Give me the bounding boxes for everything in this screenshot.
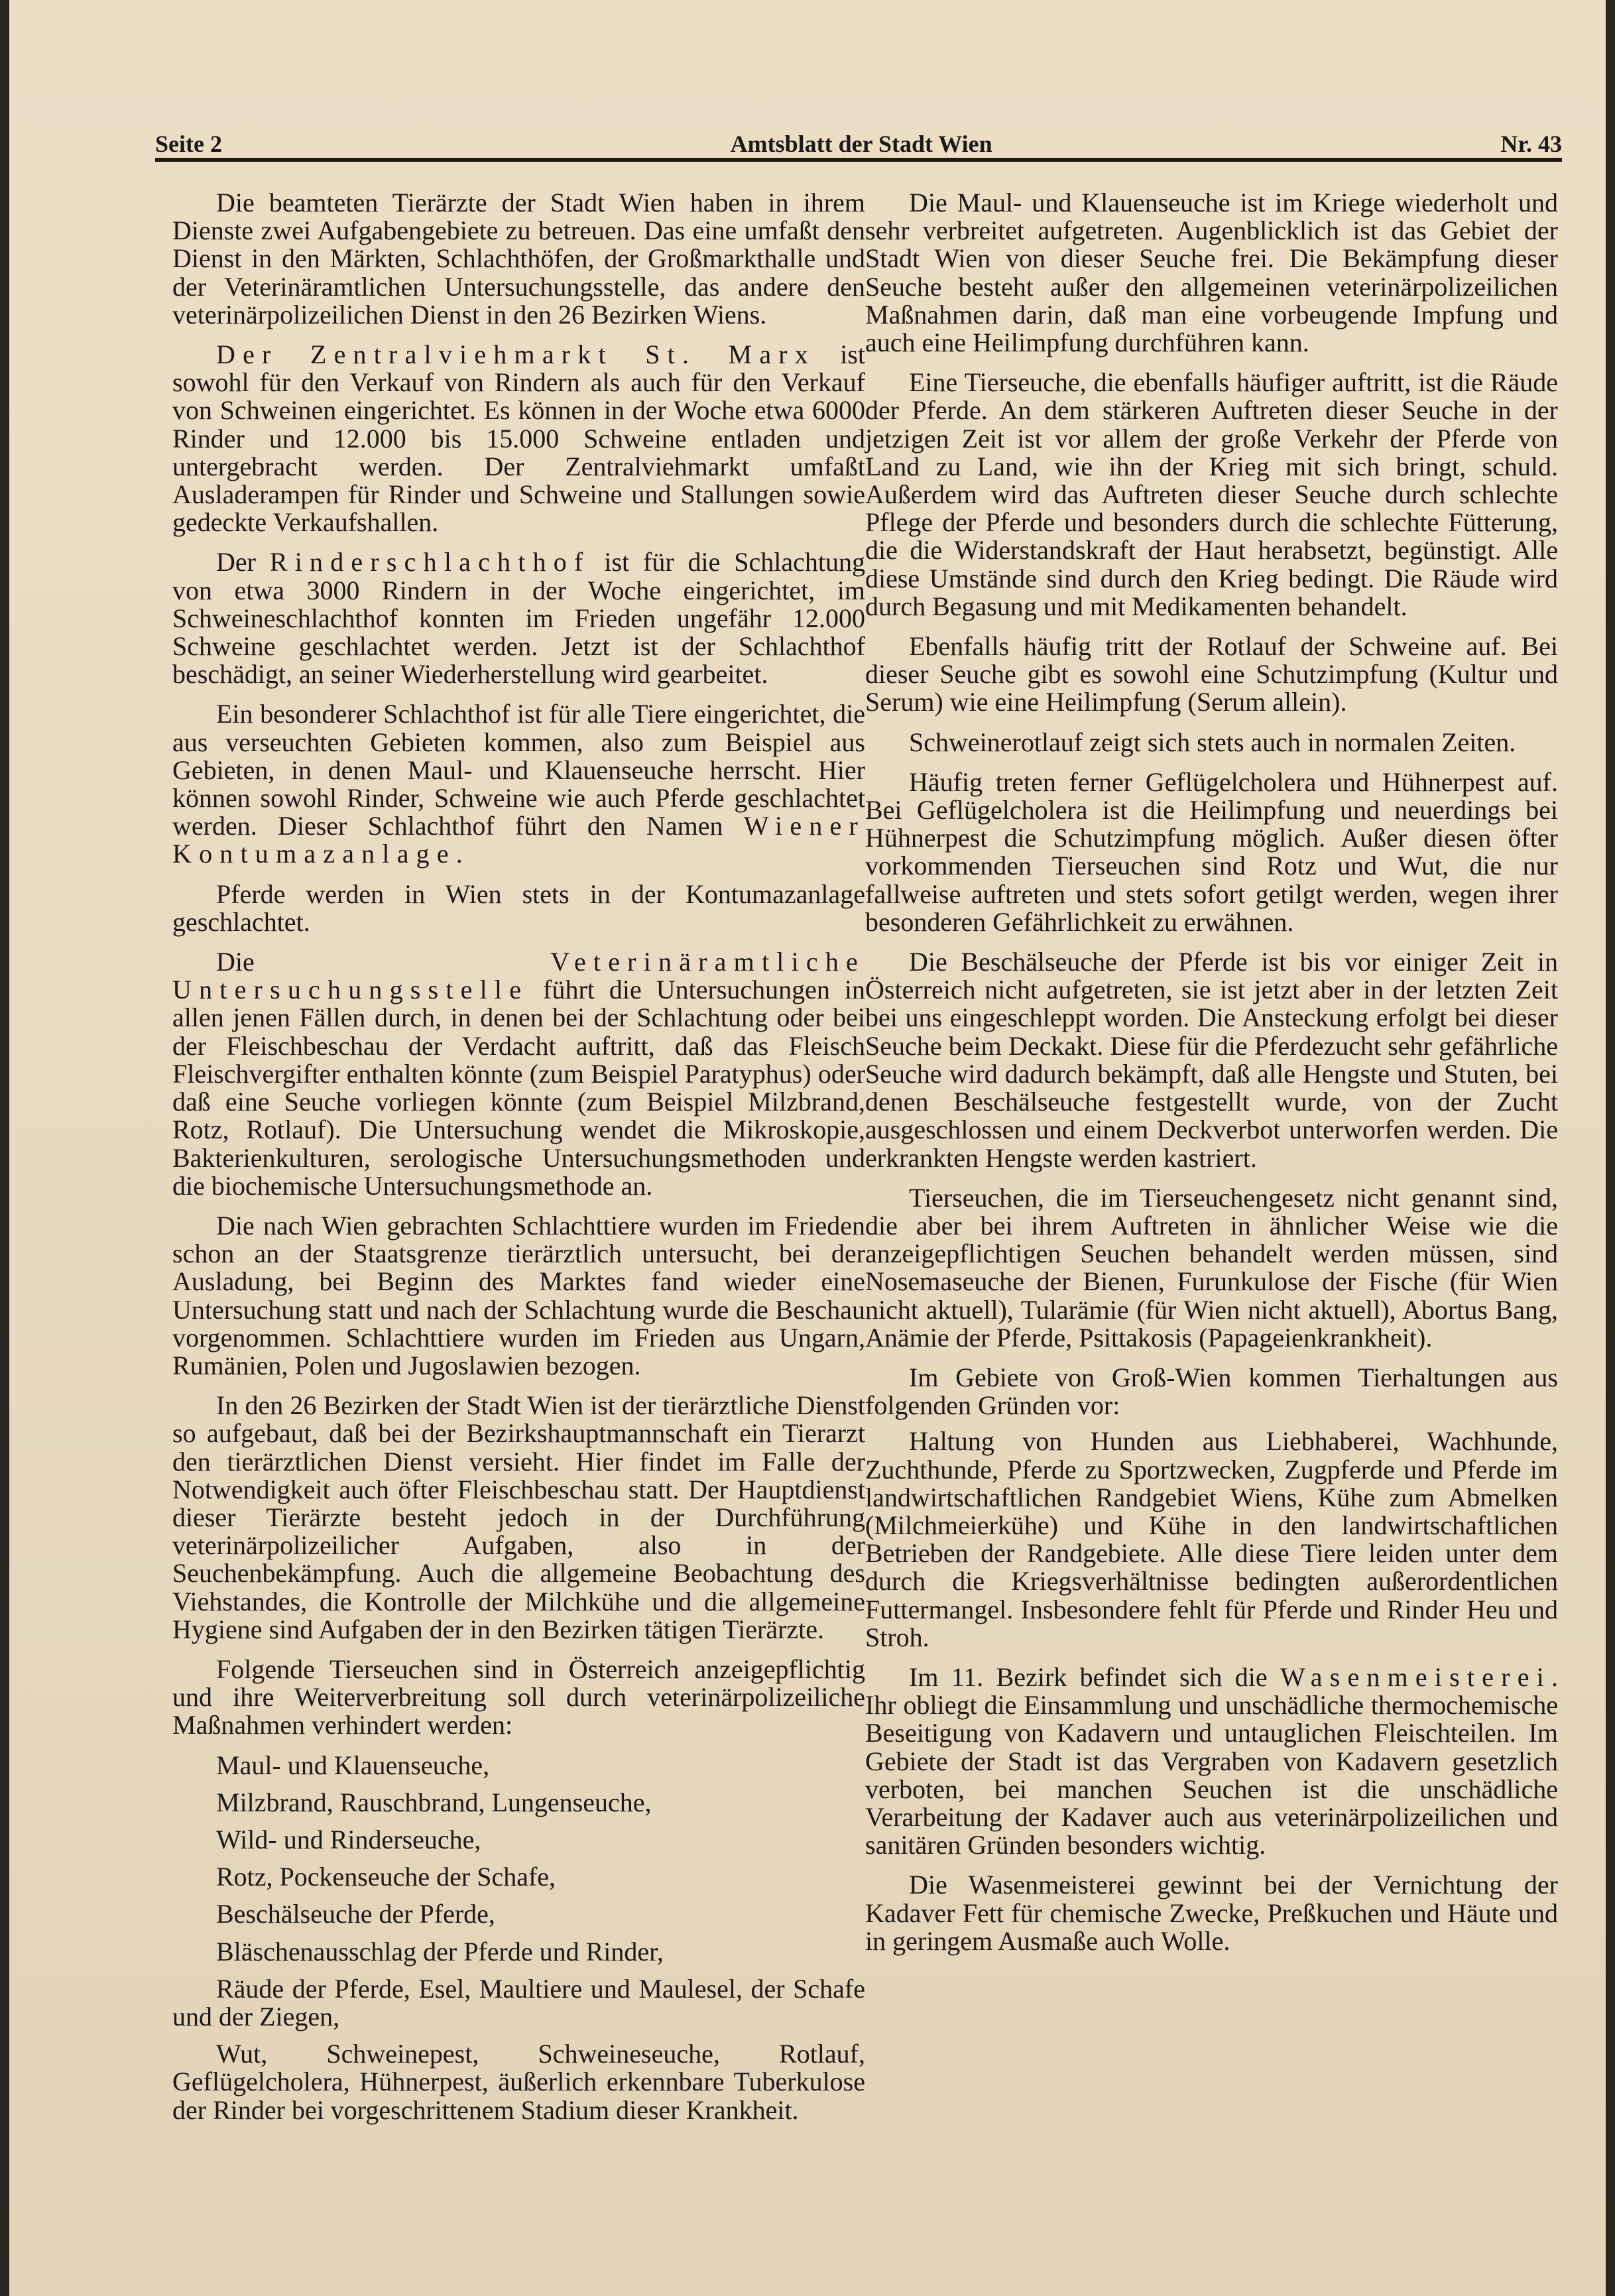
page-number: Seite 2: [155, 131, 222, 157]
list-item: Milzbrand, Rauschbrand, Lungenseuche,: [216, 1787, 652, 1817]
list-item: Wut, Schweinepest, Schweineseuche, Rotlauf, Geflügelcholera, Hühnerpest, äußerlich erkennbare Tuberkulose der Rinder bei vorgeschrittenem Stadium dieser Krankheit.: [172, 2039, 865, 2125]
page-header: [155, 123, 1562, 158]
paragraph: Pferde werden in Wien stets in der Kontumazanlage geschlachtet.: [172, 878, 865, 937]
issue-number: Nr. 43: [1500, 131, 1562, 157]
paragraph: Der Zentralviehmarkt St. Marx ist sowohl für den Verkauf von Rindern als auch für den Verkauf von Schweinen eingerichtet. Es können in der Woche etwa 6000 Rinder und 12.000 bis 15.000 Schweine entladen und untergebracht werden. Der Zentralviehmarkt umfaßt Ausladerampen für Rinder und Schweine und Stallungen sowie gedeckte Verkaufshallen.: [172, 339, 866, 538]
paragraph: Die Maul- und Klauenseuche ist im Kriege wiederholt und sehr verbreitet aufgetreten. Augenblicklich ist das Gebiet der Stadt Wien von dieser Seuche frei. Die Bekämpfung dieser Seuche besteht außer den allgemeinen veterinärpolizeilichen Maßnahmen darin, daß man eine vorbeugende Impfung und auch eine Heilimpfung durchführen kann.: [865, 188, 1558, 358]
paragraph: Die Veterinäramtliche Untersuchungsstelle führt die Untersuchungen in allen jenen Fällen durch, in denen bei der Schlachtung oder bei der Fleischbeschau der Verdacht auftritt, daß das Fleisch Fleischvergifter enthalten könnte (zum Beispiel Paratyphus) oder daß eine Seuche vorliegen könnte (zum Beispiel Milzbrand, Rotz, Rotlauf). Die Untersuchung wendet die Mikroskopie, Bakterienkulturen, serologische Untersuchungsmethoden und die biochemische Untersuchungsmethode an.: [172, 947, 865, 1201]
list-item: Wild- und Rinderseuche,: [216, 1824, 481, 1854]
list-item: Räude der Pferde, Esel, Maultiere und Maulesel, der Schafe und der Ziegen,: [172, 1973, 865, 2031]
paragraph: Tierseuchen, die im Tierseuchengesetz nicht genannt sind, die aber bei ihrem Auftreten in ähnlicher Weise wie die anzeigepflichtigen Seuchen behandelt werden müssen, sind Nosemaseuche der Bienen, Furunkulose der Fische (für Wien nicht aktuell), Tularämie (für Wien nicht aktuell), Abortus Bang, Anämie der Pferde, Psittakosis (Papageienkrankheit).: [865, 1182, 1558, 1353]
paragraph: Die Beschälseuche der Pferde ist bis vor einiger Zeit in Österreich nicht aufgetreten, sie ist jetzt aber in der letzten Zeit bei uns eingeschleppt worden. Die Ansteckung erfolgt bei dieser Seuche beim Deckakt. Diese für die Pferdezucht sehr gefährliche Seuche wird dadurch bekämpft, daß alle Hengste und Stuten, bei denen Beschälseuche festgestellt wurde, von der Zucht ausgeschlossen und einem Deckverbot unterworfen werden. Die erkrankten Hengste werden kastriert.: [865, 947, 1558, 1173]
list-item: Rotz, Pockenseuche der Schafe,: [216, 1862, 556, 1892]
paragraph: Der Rinderschlachthof ist für die Schlachtung von etwa 3000 Rindern in der Woche eingerichtet, im Schweineschlachthof konnten im Frieden ungefähr 12.000 Schweine geschlachtet werden. Jetzt ist der Schlachthof beschädigt, an seiner Wiederherstellung wird gearbeitet.: [172, 547, 865, 690]
header-rule: [155, 158, 1562, 162]
left-column: [172, 189, 865, 2134]
paragraph: Die nach Wien gebrachten Schlachttiere wurden im Frieden schon an der Staatsgrenze tierärztlich untersucht, bei der Ausladung, bei Beginn des Marktes fand wieder eine Untersuchung statt und nach der Schlachtung wurde die Beschau vorgenommen. Schlachttiere wurden im Frieden aus Ungarn, Rumänien, Polen und Jugoslawien bezogen.: [172, 1210, 865, 1380]
paragraph: Die Wasenmeisterei gewinnt bei der Vernichtung der Kadaver Fett für chemische Zwecke, Preßkuchen und Häute und in geringem Ausmaße auch Wolle.: [865, 1870, 1558, 1956]
page-edge-right: [1606, 0, 1615, 2296]
paragraph: Folgende Tierseuchen sind in Österreich anzeigepflichtig und ihre Weiterverbreitung soll durch veterinärpolizeiliche Maßnahmen verhindert werden:: [172, 1654, 865, 1740]
publication-title: Amtsblatt der Stadt Wien: [730, 131, 992, 157]
right-column: [865, 189, 1558, 1967]
spaced-term: Wiener Kontumazanlage: [172, 811, 865, 869]
paragraph: Im Gebiete von Groß-Wien kommen Tierhaltungen aus folgenden Gründen vor:: [865, 1362, 1558, 1421]
paragraph: Ein besonderer Schlachthof ist für alle Tiere eingerichtet, die aus verseuchten Gebieten kommen, also zum Beispiel aus Gebieten, in denen Maul- und Klauenseuche herrscht. Hier können sowohl Rinder, Schweine wie auch Pferde geschlachtet werden. Dieser Schlachthof führt den Namen Wiener Kontumazanlage.: [172, 699, 865, 869]
paragraph: Die beamteten Tierärzte der Stadt Wien haben in ihrem Dienste zwei Aufgabengebiete zu betreuen. Das eine umfaßt den Dienst in den Märkten, Schlachthöfen, der Großmarkthalle und der Veterinäramtlichen Untersuchungsstelle, das andere den veterinärpolizeilichen Dienst in den 26 Bezirken Wiens.: [172, 188, 865, 330]
page-edge-left: [0, 0, 9, 2296]
paragraph: Haltung von Hunden aus Liebhaberei, Wachhunde, Zuchthunde, Pferde zu Sportzwecken, Zugpferde und Pferde im landwirtschaftlichen Randgebiet Wiens, Kühe zum Abmelken (Milchmeierkühe) und Kühe in den landwirtschaftlichen Betrieben der Randgebiete. Alle diese Tiere leiden unter dem durch die Kriegsverhältnisse bedingten außerordentlichen Futtermangel. Insbesondere fehlt für Pferde und Rinder Heu und Stroh.: [865, 1426, 1558, 1652]
paragraph: Häufig treten ferner Geflügelcholera und Hühnerpest auf. Bei Geflügelcholera ist die Heilimpfung und neuerdings bei Hühnerpest die Schutzimpfung möglich. Außer diesen öfter vorkommenden Tierseuchen sind Rotz und Wut, die nur fallweise auftreten und stets sofort getilgt werden, wegen ihrer besonderen Gefährlichkeit zu erwähnen.: [865, 766, 1558, 937]
spaced-term: Rinderschlachthof: [269, 547, 591, 577]
paragraph: Ebenfalls häufig tritt der Rotlauf der Schweine auf. Bei dieser Seuche gibt es sowohl eine Schutzimpfung (Kultur und Serum) wie eine Heilimpfung (Serum allein).: [865, 631, 1558, 717]
list-item: Beschälseuche der Pferde,: [216, 1899, 495, 1929]
paragraph: Schweinerotlauf zeigt sich stets auch in normalen Zeiten.: [909, 727, 1516, 757]
paragraph: Eine Tierseuche, die ebenfalls häufiger auftritt, ist die Räude der Pferde. An dem stärkeren Auftreten dieser Seuche in der jetzigen Zeit ist vor allem der große Verkehr der Pferde von Land zu Land, wie ihn der Krieg mit sich bringt, schuld. Außerdem wird das Auftreten dieser Seuche durch schlechte Pflege der Pferde und besonders durch die schlechte Fütterung, die die Widerstandskraft der Haut herabsetzt, begünstigt. Alle diese Umstände sind durch den Krieg bedingt. Die Räude wird durch Begasung und mit Medikamenten behandelt.: [865, 367, 1558, 621]
spaced-term: Wasenmeisterei: [1280, 1662, 1551, 1692]
paragraph: Im 11. Bezirk befindet sich die Wasenmeisterei. Ihr obliegt die Einsammlung und unschädliche thermochemische Beseitigung von Kadavern und untauglichen Fleischteilen. Im Gebiete der Stadt ist das Vergraben von Kadavern gesetzlich verboten, bei manchen Seuchen ist die unschädliche Verarbeitung der Kadaver auch aus veterinärpolizeilichen und sanitären Gründen besonders wichtig.: [865, 1662, 1558, 1860]
spaced-term: Veterinäramtliche Untersuchungsstelle: [172, 947, 865, 1005]
list-item: Maul- und Klauenseuche,: [216, 1750, 490, 1780]
spaced-term: Der Zentralviehmarkt St. Marx: [216, 339, 816, 370]
list-item: Bläschenausschlag der Pferde und Rinder,: [216, 1936, 664, 1966]
paragraph: In den 26 Bezirken der Stadt Wien ist der tierärztliche Dienst so aufgebaut, daß bei der Bezirkshauptmannschaft ein Tierarzt den tierärztlichen Dienst versieht. Hier findet im Falle der Notwendigkeit auch öfter Fleischbeschau statt. Der Hauptdienst dieser Tierärzte besteht jedoch in der Durchführung veterinärpolizeilicher Aufgaben, also in der Seuchenbekämpfung. Auch die allgemeine Beobachtung des Viehstandes, die Kontrolle der Milchkühe und die allgemeine Hygiene sind Aufgaben der in den Bezirken tätigen Tierärzte.: [172, 1390, 865, 1644]
